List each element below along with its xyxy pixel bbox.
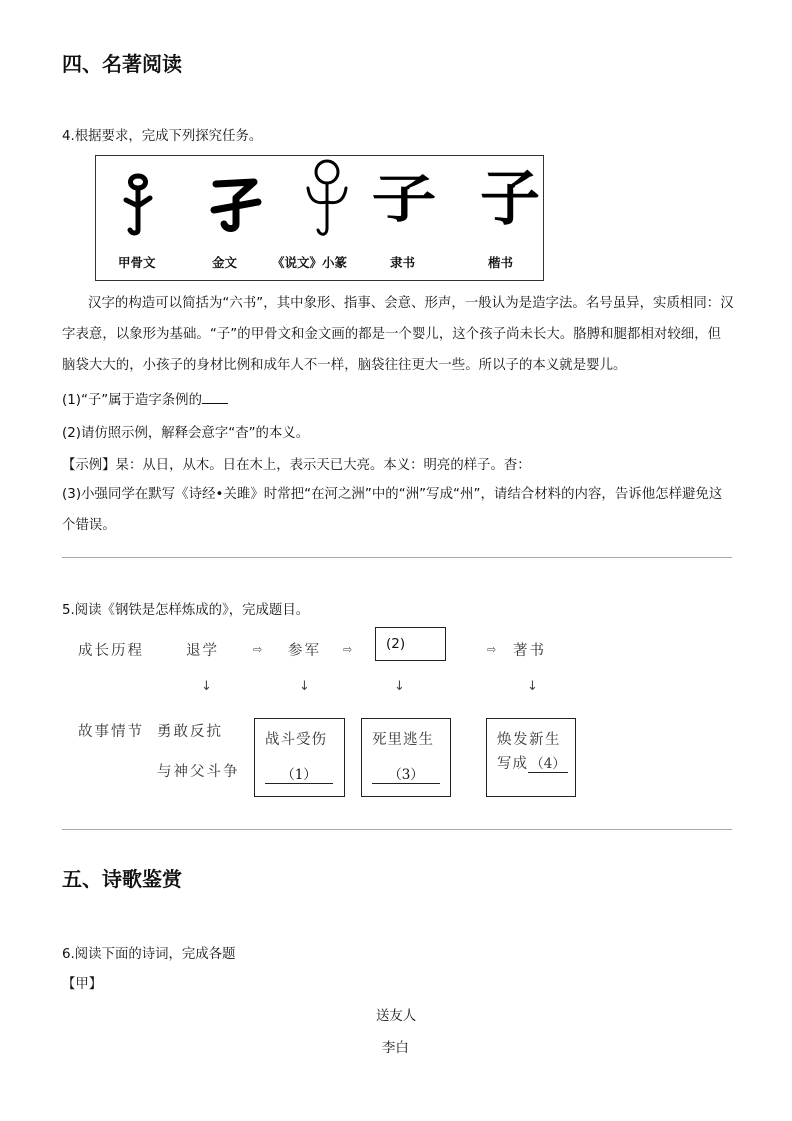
bronze-glyph (210, 176, 262, 232)
caption-oracle: 甲骨文 (118, 255, 156, 270)
plot-rebel-line1: 勇敢反抗 (157, 724, 223, 740)
plot-escape-box (361, 718, 451, 797)
character-evolution-figure (95, 155, 544, 281)
section-title-4: 四、名著阅读 (62, 52, 182, 76)
answer-blank[interactable] (202, 391, 228, 404)
regular-glyph: 子 (480, 164, 540, 234)
divider (62, 829, 732, 830)
plot-wounded-box (254, 718, 345, 797)
arrow-right-icon: ⇨ (253, 643, 263, 656)
plot-escape-text: 死里逃生 (372, 732, 434, 748)
row1-label: 成长历程 (78, 643, 144, 659)
plot-rebirth-text: 焕发新生 (497, 732, 561, 748)
plot-wounded-text: 战斗受伤 (265, 732, 327, 748)
stage-blank-box (375, 627, 446, 661)
caption-bronze: 金文 (212, 255, 238, 270)
poem-tag: 【甲】 (62, 977, 103, 992)
section-title-5: 五、诗歌鉴赏 (62, 867, 182, 891)
caption-regular: 楷书 (488, 255, 514, 270)
question-6-prompt: 6.阅读下面的诗词，完成各题 (62, 947, 236, 962)
plot-rebirth-box (486, 718, 576, 797)
stage-enlist: 参军 (288, 643, 321, 659)
divider (62, 557, 732, 558)
arrow-down-icon: ↓ (201, 679, 212, 694)
paragraph-text: 汉字的构造可以简括为“六书”，其中象形、指事、会意、形声，一般认为是造字法。名号虽异，实质相同：汉字表意，以象形为基础。“子”的甲骨文和金文画的都是一个婴儿，这个孩子尚未长大。胳膊和腿都相对较细，但脑袋大大的，小孩子的身材比例和成年人不一样，脑袋往往更大一些。所以子的本义就是婴儿。 (62, 296, 734, 373)
stage-blank-label: (2) (386, 636, 406, 652)
question-4-sub1 (62, 389, 228, 408)
question-4-paragraph (62, 288, 734, 381)
arrow-down-icon: ↓ (299, 679, 310, 694)
arrow-right-icon: ⇨ (343, 643, 353, 656)
plot-rebirth-line2 (497, 752, 568, 773)
stage-drop-out: 退学 (186, 643, 219, 659)
arrow-right-icon: ⇨ (487, 643, 497, 656)
question-4-example: 【示例】杲：从日，从木。日在木上，表示天已大亮。本义：明亮的样子。杳： (62, 458, 531, 473)
poem-author: 李白 (382, 1041, 409, 1056)
clerical-glyph: 子 (371, 169, 437, 230)
sub1-text: (1)“子”属于造字条例的 (62, 393, 202, 408)
question-5-prompt: 5.阅读《钢铁是怎样炼成的》，完成题目。 (62, 603, 310, 618)
row2-label: 故事情节 (78, 724, 144, 740)
question-4-sub3: (3)小强同学在默写《诗经•关雎》时常把“在河之洲”中的“洲”写成“州”，请结合材料的内容，告诉他怎样避免这个错误。 (62, 487, 723, 533)
answer-blank-1[interactable]: （1） (265, 763, 333, 784)
caption-clerical: 隶书 (390, 255, 416, 270)
plot-rebel-line2: 与神父斗争 (157, 764, 240, 780)
arrow-down-icon: ↓ (527, 679, 538, 694)
answer-blank-4[interactable]: （4） (528, 752, 568, 773)
stage-write-book: 著书 (513, 643, 546, 659)
caption-small-seal: 《说文》小篆 (272, 255, 348, 270)
small-seal-glyph (304, 158, 350, 240)
poem-title: 送友人 (376, 1009, 417, 1024)
plot-rebirth-prefix: 写成 (497, 756, 528, 772)
arrow-down-icon: ↓ (394, 679, 405, 694)
question-4-sub2: (2)请仿照示例，解释会意字“杳”的本义。 (62, 426, 310, 441)
oracle-bone-glyph (120, 172, 156, 236)
answer-blank-3[interactable]: （3） (372, 763, 440, 784)
question-4-prompt: 4.根据要求，完成下列探究任务。 (62, 129, 263, 144)
